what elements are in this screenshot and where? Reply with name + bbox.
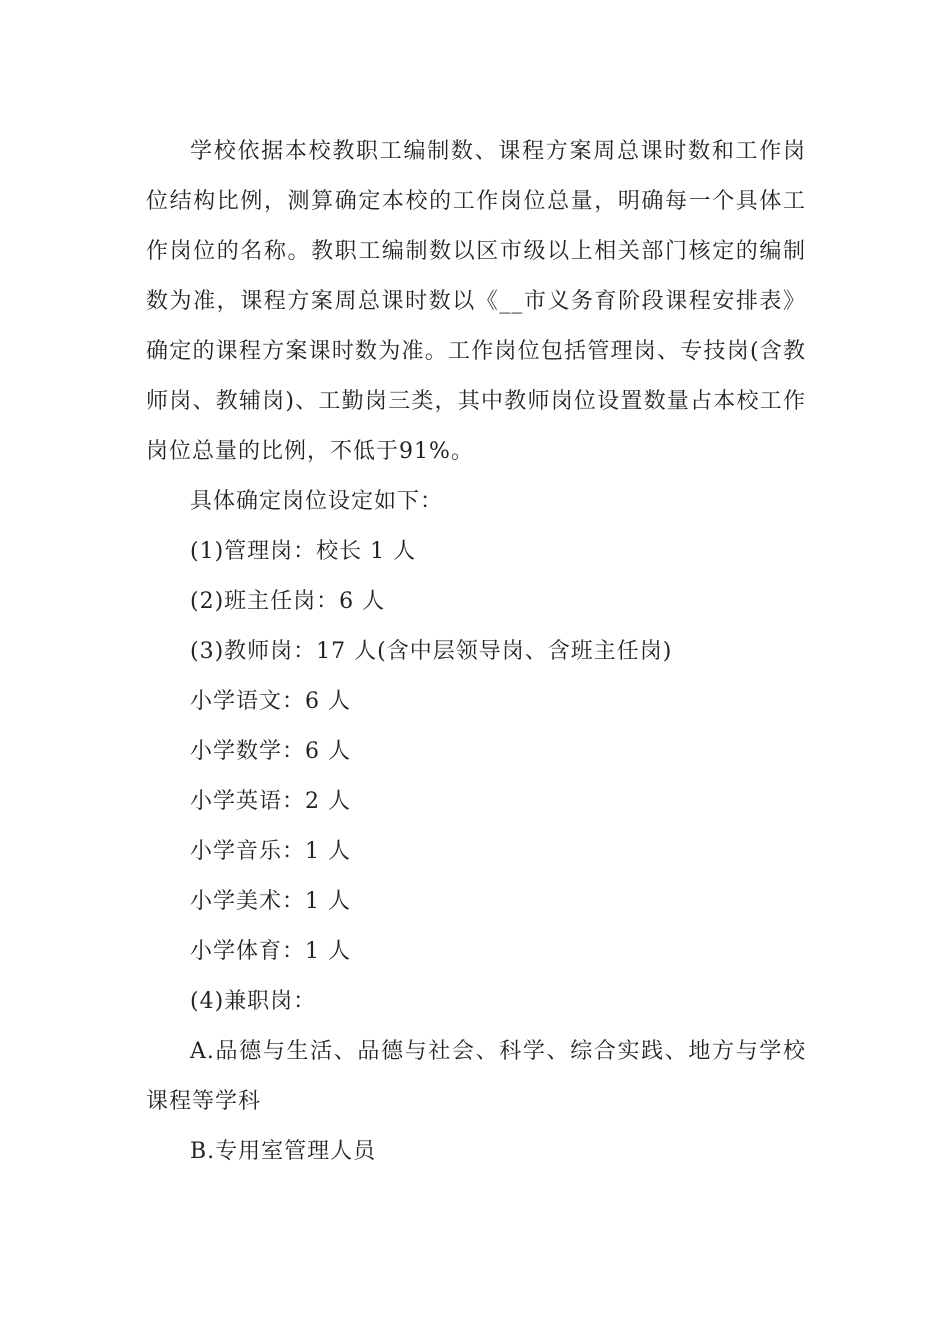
- item-english: 小学英语：2 人: [190, 789, 351, 814]
- item-math: 小学数学：6 人: [190, 739, 351, 764]
- item-part-time-b: B.专用室管理人员: [190, 1139, 377, 1164]
- document-body: [146, 127, 806, 1177]
- item-teacher-post: (3)教师岗：17 人(含中层领导岗、含班主任岗): [190, 639, 673, 664]
- item-art: 小学美术：1 人: [190, 889, 351, 914]
- item-pe: 小学体育：1 人: [190, 939, 351, 964]
- item-part-time-post: (4)兼职岗：: [190, 989, 317, 1014]
- item-chinese: 小学语文：6 人: [190, 689, 351, 714]
- item-head-teacher-post: (2)班主任岗：6 人: [190, 589, 386, 614]
- intro-paragraph: 学校依据本校教职工编制数、课程方案周总课时数和工作岗位结构比例，测算确定本校的工作岗位总量，明确每一个具体工作岗位的名称。教职工编制数以区市级以上相关部门核定的编制数为准，课程方案周总课时数以《__市义务育阶段课程安排表》确定的课程方案课时数为准。工作岗位包括管理岗、专技岗(含教师岗、教辅岗)、工勤岗三类，其中教师岗位设置数量占本校工作岗位总量的比例，不低于91%。: [146, 139, 806, 464]
- item-management-post: (1)管理岗：校长 1 人: [190, 539, 417, 564]
- item-part-time-a: A.品德与生活、品德与社会、科学、综合实践、地方与学校课程等学科: [146, 1039, 806, 1114]
- item-music: 小学音乐：1 人: [190, 839, 351, 864]
- setup-heading: 具体确定岗位设定如下：: [190, 489, 444, 514]
